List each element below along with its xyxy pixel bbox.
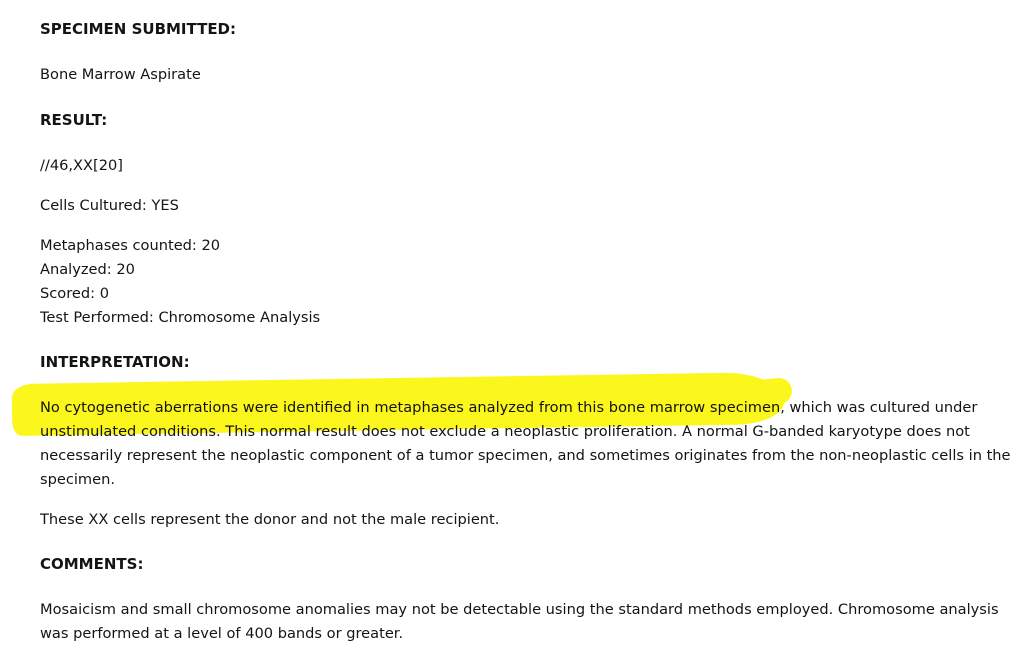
test-performed: Test Performed: Chromosome Analysis: [40, 309, 321, 326]
specimen-heading: SPECIMEN SUBMITTED:: [40, 20, 237, 38]
comments-paragraph: [40, 598, 1000, 646]
highlighted-text: No cytogenetic aberrations were identified in metaphases analyzed from this bone marrow specimen,: [40, 399, 785, 416]
interpretation-line3: necessarily represent the neoplastic component of a tumor specimen, and sometimes originates from the non-neoplastic cells in the: [40, 447, 1011, 464]
interpretation-line4: specimen.: [40, 471, 116, 488]
karyotype-value: //46,XX[20]: [40, 157, 123, 174]
result-counts: [40, 234, 320, 330]
result-heading: RESULT:: [40, 111, 108, 129]
specimen-value: Bone Marrow Aspirate: [40, 66, 201, 83]
scored-count: Scored: 0: [40, 285, 109, 302]
interpretation-paragraph: [40, 396, 1011, 492]
comments-line1: Mosaicism and small chromosome anomalies may not be detectable using the standard methods employed. Chromosome analysis: [40, 601, 999, 618]
interpretation-line2: unstimulated conditions. This normal result does not exclude a neoplastic proliferation. A normal G-banded karyotype does not: [40, 423, 970, 440]
comments-heading: COMMENTS:: [40, 555, 144, 573]
analyzed-count: Analyzed: 20: [40, 261, 135, 278]
interpretation-heading: INTERPRETATION:: [40, 353, 190, 371]
cells-cultured: Cells Cultured: YES: [40, 197, 179, 214]
comments-line2: was performed at a level of 400 bands or greater.: [40, 625, 404, 642]
interpretation-line1-rest: which was cultured under: [784, 399, 978, 416]
metaphases-counted: Metaphases counted: 20: [40, 237, 221, 254]
donor-note: These XX cells represent the donor and not the male recipient.: [40, 511, 500, 528]
